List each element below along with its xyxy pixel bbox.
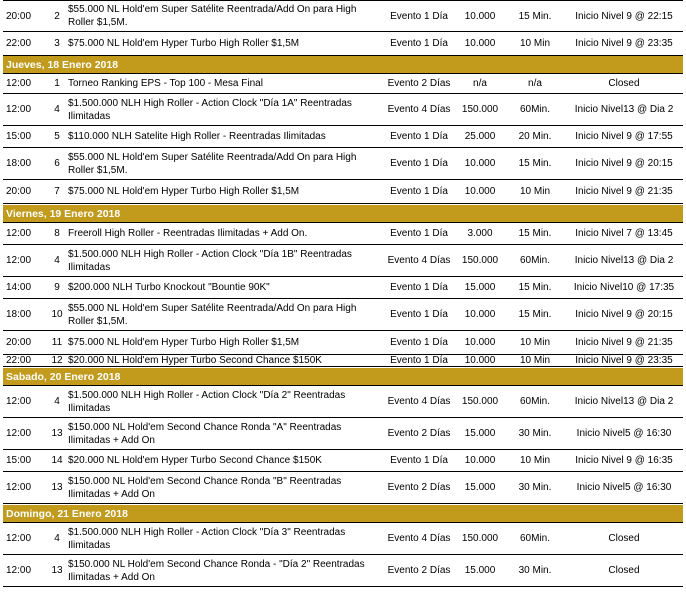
starting-stack: 10.000 bbox=[464, 158, 496, 169]
event-duration: Evento 1 Día bbox=[390, 38, 448, 49]
day-section-title: Sabado, 20 Enero 2018 bbox=[6, 370, 121, 383]
event-number: 6 bbox=[54, 158, 60, 169]
level-duration: 30 Min. bbox=[518, 482, 552, 493]
starting-stack: 150.000 bbox=[461, 255, 499, 266]
event-duration: Evento 4 Días bbox=[387, 255, 451, 266]
level-duration: 30 Min. bbox=[518, 428, 552, 439]
event-name: $200.000 NLH Turbo Knockout "Bountie 90K" bbox=[68, 282, 270, 293]
event-name: $20.000 NL Hold'em Hyper Turbo Second Chance $150K bbox=[68, 355, 322, 366]
event-duration: Evento 1 Día bbox=[390, 309, 448, 320]
event-time: 12:00 bbox=[6, 255, 32, 266]
starting-stack: 3.000 bbox=[467, 228, 493, 239]
table-row bbox=[3, 32, 683, 56]
event-number: 11 bbox=[51, 337, 63, 348]
day-section-title: Domingo, 21 Enero 2018 bbox=[6, 507, 128, 520]
event-duration: Evento 4 Días bbox=[387, 104, 451, 115]
starting-stack: 150.000 bbox=[461, 396, 499, 407]
level-duration: 15 Min. bbox=[518, 158, 552, 169]
level-duration: 20 Min. bbox=[518, 131, 552, 142]
late-registration: Inicio Nivel 9 @ 23:35 bbox=[575, 355, 673, 366]
event-name: $75.000 NL Hold'em Hyper Turbo High Roller $1,5M bbox=[68, 186, 300, 197]
starting-stack: 15.000 bbox=[464, 428, 496, 439]
event-time: 20:00 bbox=[6, 186, 32, 197]
event-number: 3 bbox=[54, 38, 60, 49]
starting-stack: 10.000 bbox=[464, 337, 496, 348]
table-row bbox=[3, 245, 683, 277]
event-number: 13 bbox=[51, 482, 63, 493]
late-registration: Inicio Nivel5 @ 16:30 bbox=[576, 428, 672, 439]
level-duration: n/a bbox=[528, 78, 542, 89]
event-name: $20.000 NL Hold'em Hyper Turbo Second Chance $150K bbox=[68, 455, 322, 466]
late-registration: Inicio Nivel 9 @ 21:35 bbox=[575, 186, 673, 197]
table-row bbox=[3, 180, 683, 204]
event-duration: Evento 4 Días bbox=[387, 396, 451, 407]
starting-stack: 15.000 bbox=[464, 482, 496, 493]
event-number: 13 bbox=[51, 565, 63, 576]
event-number: 4 bbox=[54, 533, 60, 544]
table-row bbox=[3, 74, 683, 94]
event-number: 4 bbox=[54, 255, 60, 266]
event-time: 18:00 bbox=[6, 309, 32, 320]
table-row bbox=[3, 555, 683, 587]
event-time: 20:00 bbox=[6, 10, 32, 22]
starting-stack: 25.000 bbox=[464, 131, 496, 142]
late-registration: Inicio Nivel 9 @ 20:15 bbox=[575, 309, 673, 320]
table-row bbox=[3, 126, 683, 148]
event-duration: Evento 1 Día bbox=[390, 158, 448, 169]
late-registration: Inicio Nivel13 @ Dia 2 bbox=[574, 255, 674, 266]
level-duration: 15 Min. bbox=[518, 10, 552, 22]
level-duration: 60Min. bbox=[519, 104, 550, 115]
late-registration: Inicio Nivel 9 @ 17:55 bbox=[575, 131, 673, 142]
day-section-header bbox=[3, 505, 683, 523]
starting-stack: 10.000 bbox=[464, 309, 496, 320]
level-duration: 10 Min bbox=[519, 455, 550, 466]
table-row bbox=[3, 299, 683, 331]
late-registration: Inicio Nivel13 @ Dia 2 bbox=[574, 396, 674, 407]
day-section-header bbox=[3, 205, 683, 223]
level-duration: 60Min. bbox=[519, 396, 550, 407]
level-duration: 10 Min bbox=[519, 186, 550, 197]
table-row bbox=[3, 148, 683, 180]
starting-stack: 15.000 bbox=[464, 565, 496, 576]
late-registration: Inicio Nivel 9 @ 20:15 bbox=[575, 158, 673, 169]
table-row bbox=[3, 277, 683, 299]
event-duration: Evento 1 Día bbox=[390, 337, 448, 348]
event-name: $1.500.000 NLH High Roller - Action Clock "Día 2" Reentradas Ilimitadas bbox=[68, 389, 346, 414]
day-section-header bbox=[3, 368, 683, 386]
event-duration: Evento 1 Día bbox=[390, 186, 448, 197]
level-duration: 10 Min bbox=[519, 355, 550, 366]
event-time: 12:00 bbox=[6, 428, 32, 439]
event-name: $1.500.000 NLH High Roller - Action Clock "Día 1B" Reentradas Ilimitadas bbox=[68, 248, 352, 273]
starting-stack: n/a bbox=[473, 78, 487, 89]
starting-stack: 10.000 bbox=[464, 38, 496, 49]
event-time: 12:00 bbox=[6, 396, 32, 407]
event-duration: Evento 1 Día bbox=[390, 131, 448, 142]
level-duration: 10 Min bbox=[519, 337, 550, 348]
starting-stack: 10.000 bbox=[464, 10, 496, 22]
event-number: 1 bbox=[54, 78, 60, 89]
level-duration: 30 Min. bbox=[518, 565, 552, 576]
starting-stack: 150.000 bbox=[461, 533, 499, 544]
late-registration: Closed bbox=[608, 78, 640, 89]
event-number: 14 bbox=[51, 455, 63, 466]
event-duration: Evento 1 Día bbox=[390, 282, 448, 293]
event-time: 15:00 bbox=[6, 455, 32, 466]
event-name: Torneo Ranking EPS - Top 100 - Mesa Final bbox=[68, 78, 263, 89]
event-name: $150.000 NL Hold'em Second Chance Ronda "B" Reentradas Ilimitadas + Add On bbox=[68, 475, 342, 500]
event-duration: Evento 1 Día bbox=[390, 355, 448, 366]
event-time: 22:00 bbox=[6, 38, 32, 49]
level-duration: 10 Min bbox=[519, 38, 550, 49]
event-number: 2 bbox=[54, 10, 60, 22]
table-row bbox=[3, 450, 683, 472]
event-name: $110.000 NLH Satelite High Roller - Reentradas Ilimitadas bbox=[68, 131, 326, 142]
table-row bbox=[3, 223, 683, 245]
event-time: 18:00 bbox=[6, 158, 32, 169]
late-registration: Inicio Nivel10 @ 17:35 bbox=[573, 282, 675, 293]
level-duration: 15 Min. bbox=[518, 228, 552, 239]
starting-stack: 10.000 bbox=[464, 186, 496, 197]
event-time: 12:00 bbox=[6, 482, 32, 493]
table-row bbox=[3, 418, 683, 450]
event-number: 7 bbox=[54, 186, 60, 197]
event-time: 12:00 bbox=[6, 533, 32, 544]
level-duration: 60Min. bbox=[519, 533, 550, 544]
event-time: 14:00 bbox=[6, 282, 32, 293]
event-number: 8 bbox=[54, 228, 60, 239]
event-name: Freeroll High Roller - Reentradas Ilimitadas + Add On. bbox=[68, 228, 308, 239]
event-number: 9 bbox=[54, 282, 60, 293]
late-registration: Inicio Nivel5 @ 16:30 bbox=[576, 482, 672, 493]
event-time: 12:00 bbox=[6, 104, 32, 115]
late-registration: Inicio Nivel13 @ Dia 2 bbox=[574, 104, 674, 115]
event-number: 4 bbox=[54, 104, 60, 115]
event-number: 4 bbox=[54, 396, 60, 407]
event-time: 15:00 bbox=[6, 131, 32, 142]
late-registration: Closed bbox=[608, 565, 640, 576]
level-duration: 60Min. bbox=[519, 255, 550, 266]
event-duration: Evento 1 Día bbox=[390, 228, 448, 239]
event-name: $75.000 NL Hold'em Hyper Turbo High Roller $1,5M bbox=[68, 38, 300, 49]
table-row bbox=[3, 472, 683, 504]
table-row bbox=[3, 386, 683, 418]
event-duration: Evento 1 Día bbox=[390, 455, 448, 466]
starting-stack: 150.000 bbox=[461, 104, 499, 115]
event-duration: Evento 4 Días bbox=[387, 533, 451, 544]
day-section-title: Viernes, 19 Enero 2018 bbox=[6, 207, 121, 220]
event-name: $55.000 NL Hold'em Super Satélite Reentrada/Add On para High Roller $1,5M. bbox=[68, 4, 357, 28]
event-duration: Evento 2 Días bbox=[387, 78, 451, 89]
event-name: $75.000 NL Hold'em Hyper Turbo High Roller $1,5M bbox=[68, 337, 300, 348]
event-name: $1.500.000 NLH High Roller - Action Clock "Día 1A" Reentradas Ilimitadas bbox=[68, 97, 352, 122]
event-time: 22:00 bbox=[6, 355, 32, 366]
late-registration: Inicio Nivel 9 @ 22:15 bbox=[575, 10, 673, 22]
late-registration: Inicio Nivel 9 @ 23:35 bbox=[575, 38, 673, 49]
event-number: 5 bbox=[54, 131, 60, 142]
table-row bbox=[3, 94, 683, 126]
day-section-header bbox=[3, 56, 683, 74]
event-name: $55.000 NL Hold'em Super Satélite Reentrada/Add On para High Roller $1,5M. bbox=[68, 302, 357, 327]
table-row bbox=[3, 331, 683, 355]
event-duration: Evento 2 Días bbox=[387, 428, 451, 439]
event-duration: Evento 2 Días bbox=[387, 482, 451, 493]
event-number: 10 bbox=[51, 309, 63, 320]
late-registration: Closed bbox=[608, 533, 640, 544]
day-section-title: Jueves, 18 Enero 2018 bbox=[6, 58, 119, 71]
event-number: 13 bbox=[51, 428, 63, 439]
late-registration: Inicio Nivel 9 @ 16:35 bbox=[575, 455, 673, 466]
starting-stack: 10.000 bbox=[464, 355, 496, 366]
event-name: $1.500.000 NLH High Roller - Action Clock "Día 3" Reentradas Ilimitadas bbox=[68, 526, 346, 551]
event-time: 12:00 bbox=[6, 78, 32, 89]
event-name: $150.000 NL Hold'em Second Chance Ronda - "Día 2" Reentradas Ilimitadas + Add On bbox=[68, 558, 365, 583]
event-duration: Evento 1 Día bbox=[390, 10, 448, 22]
late-registration: Inicio Nivel 9 @ 21:35 bbox=[575, 337, 673, 348]
event-duration: Evento 2 Días bbox=[387, 565, 451, 576]
starting-stack: 10.000 bbox=[464, 455, 496, 466]
late-registration: Inicio Nivel 7 @ 13:45 bbox=[575, 228, 673, 239]
table-row bbox=[3, 523, 683, 555]
event-number: 12 bbox=[51, 355, 63, 366]
event-time: 20:00 bbox=[6, 337, 32, 348]
event-name: $55.000 NL Hold'em Super Satélite Reentrada/Add On para High Roller $1,5M. bbox=[68, 151, 357, 176]
level-duration: 15 Min. bbox=[518, 309, 552, 320]
table-row bbox=[3, 355, 683, 367]
starting-stack: 15.000 bbox=[464, 282, 496, 293]
event-name: $150.000 NL Hold'em Second Chance Ronda "A" Reentradas Ilimitadas + Add On bbox=[68, 421, 342, 446]
event-time: 12:00 bbox=[6, 228, 32, 239]
event-time: 12:00 bbox=[6, 565, 32, 576]
level-duration: 15 Min. bbox=[518, 282, 552, 293]
table-row bbox=[3, 0, 683, 32]
